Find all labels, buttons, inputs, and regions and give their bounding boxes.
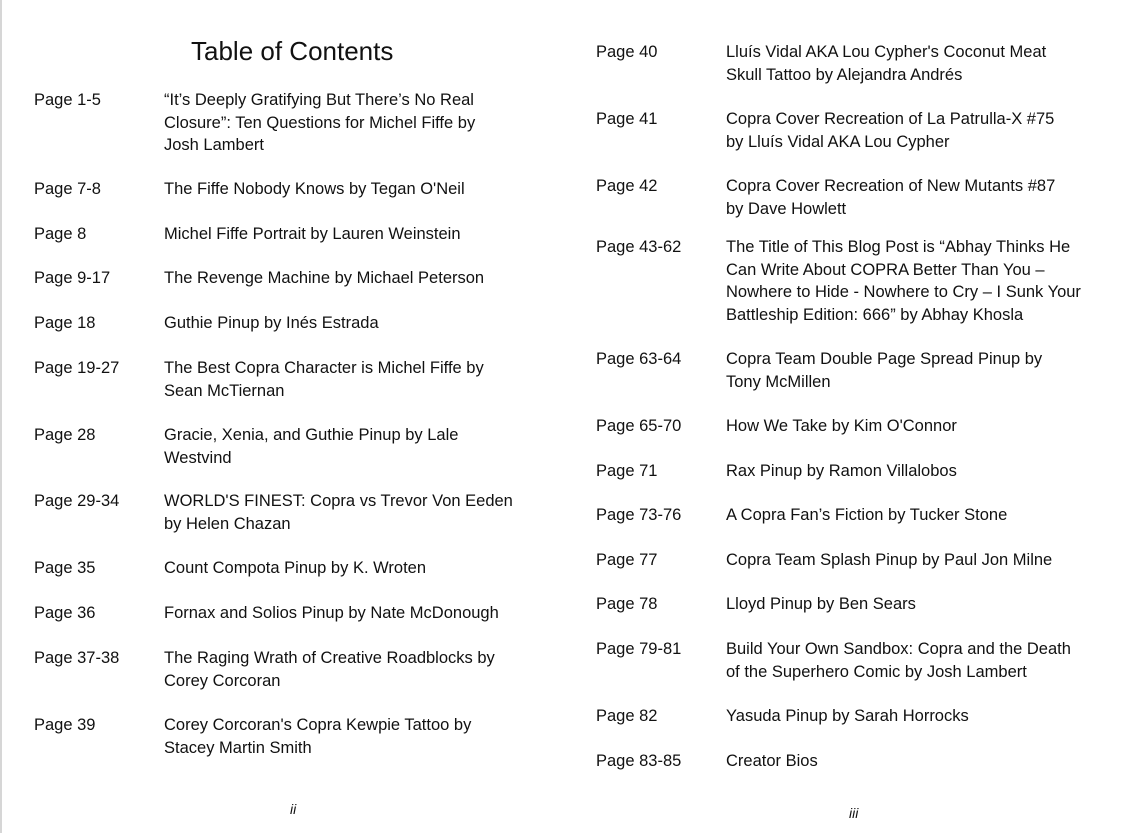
entry-title: Creator Bios [726,752,818,770]
page-number-right: iii [849,805,859,821]
entry-title: Copra Team Double Page Spread Pinup by Tony McMillen [726,350,1043,391]
entry-page-range: Page 36 [34,604,96,622]
entry-title: How We Take by Kim O'Connor [726,417,957,435]
entry-page-range: Page 77 [596,551,658,569]
entry-title: Yasuda Pinup by Sarah Horrocks [726,707,969,725]
page-number-left: ii [290,801,297,817]
entry-page-range: Page 71 [596,462,658,480]
entry-page-range: Page 1-5 [34,91,101,109]
entry-page-range: Page 43-62 [596,238,682,256]
entry-title: Count Compota Pinup by K. Wroten [164,559,427,577]
entry-page-range: Page 29-34 [34,492,120,510]
entry-page-range: Page 7-8 [34,180,101,198]
entry-page-range: Page 83-85 [596,752,682,770]
entry-title: Gracie, Xenia, and Guthie Pinup by Lale Westvind [164,426,459,467]
entry-title: The Best Copra Character is Michel Fiffe by Sean McTiernan [164,359,484,400]
entry-title: Copra Cover Recreation of La Patrulla-X #75 by Lluís Vidal AKA Lou Cypher [726,110,1055,151]
entry-page-range: Page 8 [34,225,87,243]
entry-title: The Fiffe Nobody Knows by Tegan O'Neil [164,180,465,198]
entry-page-range: Page 19-27 [34,359,120,377]
entry-title: Corey Corcoran's Copra Kewpie Tattoo by Stacey Martin Smith [164,716,472,757]
toc-title: Table of Contents [191,36,394,66]
entry-title: Build Your Own Sandbox: Copra and the Death of the Superhero Comic by Josh Lambert [726,640,1071,681]
entry-page-range: Page 41 [596,110,658,128]
entry-title: Lloyd Pinup by Ben Sears [726,595,916,613]
entry-page-range: Page 65-70 [596,417,682,435]
entry-page-range: Page 73-76 [596,506,682,524]
entry-title: The Title of This Blog Post is “Abhay Thinks He Can Write About COPRA Better Than You – Nowhere to Hide - Nowhere to Cry – I Sunk Your Battleship Edition: 666” by Abhay Khosla [726,238,1081,324]
entry-title: Guthie Pinup by Inés Estrada [164,314,379,332]
entry-title: Fornax and Solios Pinup by Nate McDonough [164,604,499,622]
entry-page-range: Page 39 [34,716,96,734]
entry-page-range: Page 18 [34,314,96,332]
entry-title: The Raging Wrath of Creative Roadblocks by Corey Corcoran [164,649,495,690]
entry-page-range: Page 78 [596,595,658,613]
entry-page-range: Page 42 [596,177,658,195]
entry-title: Copra Team Splash Pinup by Paul Jon Milne [726,551,1053,569]
page-edge-rule [0,0,2,833]
entry-page-range: Page 28 [34,426,96,444]
entry-title: WORLD'S FINEST: Copra vs Trevor Von Eeden by Helen Chazan [164,492,513,533]
entry-title: A Copra Fan’s Fiction by Tucker Stone [726,506,1008,524]
entry-page-range: Page 37-38 [34,649,120,667]
entry-page-range: Page 40 [596,43,658,61]
entry-page-range: Page 63-64 [596,350,682,368]
entry-page-range: Page 79-81 [596,640,682,658]
entry-page-range: Page 35 [34,559,96,577]
entry-page-range: Page 9-17 [34,269,111,287]
entry-title: Lluís Vidal AKA Lou Cypher's Coconut Meat Skull Tattoo by Alejandra Andrés [726,43,1047,84]
entry-title: Michel Fiffe Portrait by Lauren Weinstein [164,225,461,243]
entry-title: Copra Cover Recreation of New Mutants #87 by Dave Howlett [726,177,1056,218]
entry-title: The Revenge Machine by Michael Peterson [164,269,485,287]
entry-page-range: Page 82 [596,707,658,725]
entry-title: Rax Pinup by Ramon Villalobos [726,462,957,480]
entry-title: “It’s Deeply Gratifying But There’s No Real Closure”: Ten Questions for Michel Fiffe by Josh Lambert [164,91,476,154]
